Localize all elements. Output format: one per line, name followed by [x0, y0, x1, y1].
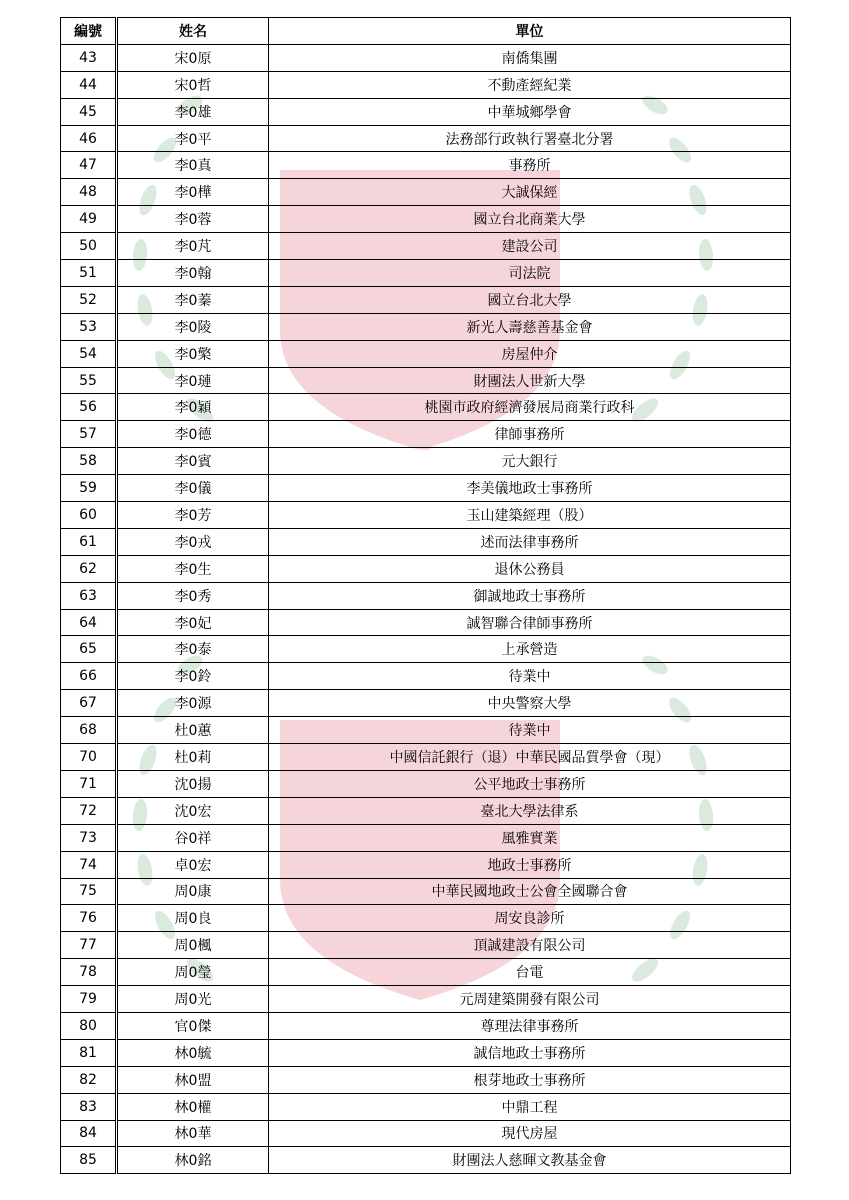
table-row	[61, 1012, 791, 1039]
table-row	[61, 286, 791, 313]
row-number: 80	[61, 1012, 117, 1039]
row-unit: 中鼎工程	[269, 1093, 791, 1120]
row-name: 周0良	[117, 905, 269, 932]
row-number: 60	[61, 502, 117, 529]
table-row	[61, 609, 791, 636]
row-name: 周0楓	[117, 932, 269, 959]
row-unit: 不動產經紀業	[269, 71, 791, 98]
row-name: 杜0蕙	[117, 717, 269, 744]
row-name: 李0德	[117, 421, 269, 448]
table-row	[61, 1093, 791, 1120]
row-number: 79	[61, 986, 117, 1013]
row-name: 李0秀	[117, 582, 269, 609]
row-unit: 新光人壽慈善基金會	[269, 313, 791, 340]
row-name: 李0璉	[117, 367, 269, 394]
row-number: 51	[61, 260, 117, 287]
row-number: 83	[61, 1093, 117, 1120]
row-unit: 法務部行政執行署臺北分署	[269, 125, 791, 152]
row-name: 周0康	[117, 878, 269, 905]
row-unit: 述而法律事務所	[269, 528, 791, 555]
table-row	[61, 260, 791, 287]
row-unit: 房屋仲介	[269, 340, 791, 367]
row-unit: 財團法人慈暉文教基金會	[269, 1147, 791, 1174]
row-name: 宋0哲	[117, 71, 269, 98]
table-row	[61, 555, 791, 582]
row-number: 55	[61, 367, 117, 394]
row-number: 81	[61, 1039, 117, 1066]
row-unit: 御誠地政士事務所	[269, 582, 791, 609]
row-unit: 退休公務員	[269, 555, 791, 582]
row-name: 李0真	[117, 152, 269, 179]
row-number: 77	[61, 932, 117, 959]
row-number: 46	[61, 125, 117, 152]
row-unit: 誠智聯合律師事務所	[269, 609, 791, 636]
row-unit: 桃園市政府經濟發展局商業行政科	[269, 394, 791, 421]
header-number: 編號	[61, 18, 117, 45]
row-number: 57	[61, 421, 117, 448]
row-name: 李0檠	[117, 340, 269, 367]
row-name: 周0瑩	[117, 959, 269, 986]
row-name: 李0鈴	[117, 663, 269, 690]
table-row	[61, 421, 791, 448]
table-row	[61, 367, 791, 394]
row-unit: 中華民國地政士公會全國聯合會	[269, 878, 791, 905]
row-number: 70	[61, 744, 117, 771]
table-row	[61, 959, 791, 986]
row-unit: 事務所	[269, 152, 791, 179]
row-number: 64	[61, 609, 117, 636]
row-number: 58	[61, 448, 117, 475]
table-row	[61, 717, 791, 744]
row-number: 82	[61, 1066, 117, 1093]
row-number: 73	[61, 824, 117, 851]
row-unit: 臺北大學法律系	[269, 797, 791, 824]
row-name: 林0毓	[117, 1039, 269, 1066]
row-unit: 根芽地政士事務所	[269, 1066, 791, 1093]
row-name: 李0穎	[117, 394, 269, 421]
table-row	[61, 448, 791, 475]
table-row	[61, 313, 791, 340]
row-number: 66	[61, 663, 117, 690]
table-row	[61, 636, 791, 663]
row-number: 78	[61, 959, 117, 986]
row-number: 61	[61, 528, 117, 555]
table-row	[61, 233, 791, 260]
row-number: 44	[61, 71, 117, 98]
row-name: 李0泰	[117, 636, 269, 663]
table-row	[61, 663, 791, 690]
row-name: 李0蓁	[117, 286, 269, 313]
row-number: 68	[61, 717, 117, 744]
row-name: 李0源	[117, 690, 269, 717]
row-name: 周0光	[117, 986, 269, 1013]
table-row	[61, 1120, 791, 1147]
row-number: 76	[61, 905, 117, 932]
row-name: 卓0宏	[117, 851, 269, 878]
row-name: 沈0宏	[117, 797, 269, 824]
table-row	[61, 582, 791, 609]
row-name: 李0戎	[117, 528, 269, 555]
table-row	[61, 1039, 791, 1066]
row-unit: 中華城鄉學會	[269, 98, 791, 125]
row-name: 李0翰	[117, 260, 269, 287]
table-row	[61, 797, 791, 824]
row-unit: 地政士事務所	[269, 851, 791, 878]
table-row	[61, 125, 791, 152]
row-unit: 尊理法律事務所	[269, 1012, 791, 1039]
row-number: 50	[61, 233, 117, 260]
table-row	[61, 340, 791, 367]
table-row	[61, 1147, 791, 1174]
header-name: 姓名	[117, 18, 269, 45]
row-number: 75	[61, 878, 117, 905]
table-row	[61, 690, 791, 717]
row-name: 李0芳	[117, 502, 269, 529]
row-unit: 南僑集團	[269, 44, 791, 71]
row-number: 48	[61, 179, 117, 206]
table-row	[61, 851, 791, 878]
row-unit: 司法院	[269, 260, 791, 287]
row-number: 67	[61, 690, 117, 717]
row-name: 李0雄	[117, 98, 269, 125]
row-unit: 待業中	[269, 663, 791, 690]
row-number: 52	[61, 286, 117, 313]
row-number: 59	[61, 475, 117, 502]
table-row	[61, 1066, 791, 1093]
row-number: 63	[61, 582, 117, 609]
table-row	[61, 932, 791, 959]
row-unit: 風雅實業	[269, 824, 791, 851]
row-number: 54	[61, 340, 117, 367]
table-row	[61, 475, 791, 502]
row-number: 53	[61, 313, 117, 340]
row-unit: 律師事務所	[269, 421, 791, 448]
row-name: 林0權	[117, 1093, 269, 1120]
row-name: 杜0莉	[117, 744, 269, 771]
table-row	[61, 824, 791, 851]
row-number: 62	[61, 555, 117, 582]
row-name: 谷0祥	[117, 824, 269, 851]
row-number: 74	[61, 851, 117, 878]
row-number: 45	[61, 98, 117, 125]
table-row	[61, 905, 791, 932]
table-row	[61, 878, 791, 905]
table-row	[61, 394, 791, 421]
row-unit: 國立台北商業大學	[269, 206, 791, 233]
row-unit: 周安良診所	[269, 905, 791, 932]
member-table	[60, 17, 791, 1174]
table-row	[61, 986, 791, 1013]
row-unit: 頂誠建設有限公司	[269, 932, 791, 959]
row-name: 李0賓	[117, 448, 269, 475]
row-name: 沈0揚	[117, 770, 269, 797]
row-name: 林0銘	[117, 1147, 269, 1174]
row-name: 林0盟	[117, 1066, 269, 1093]
table-row	[61, 502, 791, 529]
row-unit: 待業中	[269, 717, 791, 744]
row-unit: 現代房屋	[269, 1120, 791, 1147]
table-row	[61, 98, 791, 125]
row-name: 宋0原	[117, 44, 269, 71]
row-name: 李0生	[117, 555, 269, 582]
row-unit: 建設公司	[269, 233, 791, 260]
row-unit: 公平地政士事務所	[269, 770, 791, 797]
row-unit: 大誠保經	[269, 179, 791, 206]
row-name: 李0樺	[117, 179, 269, 206]
row-number: 72	[61, 797, 117, 824]
row-name: 李0陵	[117, 313, 269, 340]
row-name: 李0儀	[117, 475, 269, 502]
table-row	[61, 528, 791, 555]
table-row	[61, 44, 791, 71]
row-number: 84	[61, 1120, 117, 1147]
row-name: 李0蓉	[117, 206, 269, 233]
table-row	[61, 179, 791, 206]
row-unit: 元大銀行	[269, 448, 791, 475]
row-number: 56	[61, 394, 117, 421]
table-row	[61, 770, 791, 797]
row-number: 65	[61, 636, 117, 663]
header-unit: 單位	[269, 18, 791, 45]
row-unit: 中國信託銀行（退）中華民國品質學會（現）	[269, 744, 791, 771]
row-number: 47	[61, 152, 117, 179]
row-unit: 李美儀地政士事務所	[269, 475, 791, 502]
row-unit: 上承營造	[269, 636, 791, 663]
table-row	[61, 206, 791, 233]
row-unit: 玉山建築經理（股）	[269, 502, 791, 529]
table-row	[61, 71, 791, 98]
row-name: 官0傑	[117, 1012, 269, 1039]
row-unit: 誠信地政士事務所	[269, 1039, 791, 1066]
row-unit: 國立台北大學	[269, 286, 791, 313]
row-name: 李0平	[117, 125, 269, 152]
row-number: 85	[61, 1147, 117, 1174]
header-row	[61, 18, 791, 45]
table-row	[61, 152, 791, 179]
row-unit: 元周建築開發有限公司	[269, 986, 791, 1013]
row-number: 71	[61, 770, 117, 797]
row-name: 李0芃	[117, 233, 269, 260]
row-number: 43	[61, 44, 117, 71]
row-unit: 中央警察大學	[269, 690, 791, 717]
row-unit: 台電	[269, 959, 791, 986]
row-number: 49	[61, 206, 117, 233]
row-unit: 財團法人世新大學	[269, 367, 791, 394]
table-row	[61, 744, 791, 771]
row-name: 林0華	[117, 1120, 269, 1147]
row-name: 李0妃	[117, 609, 269, 636]
